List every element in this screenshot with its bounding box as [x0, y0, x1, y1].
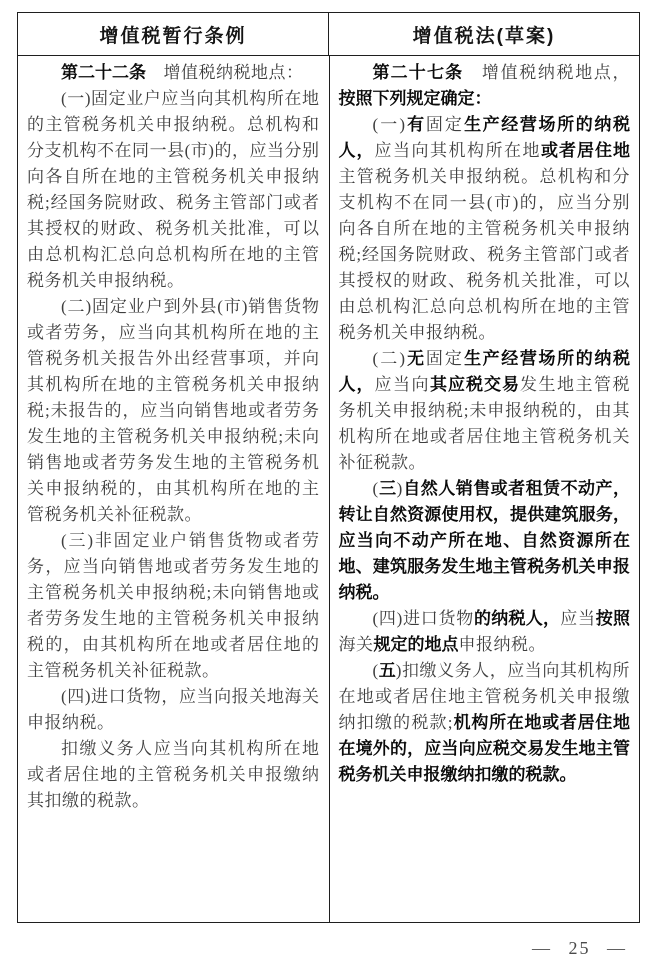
text-run: (二) [372, 349, 406, 368]
text-run: 扣缴义务人，应当向其机构所在地或者居住地主管税务机关申报缴纳扣缴的税款; [338, 661, 631, 732]
paragraph [339, 476, 631, 606]
paragraph [27, 736, 320, 814]
text-run: 按照下列规定确定： [338, 89, 492, 108]
text-run: 自然人销售或者租赁不动产，转让自然资源使用权，提供建筑服务，应当向不动产所在地、自然资源所在地、建筑服务发生地主管税务机关申报纳税。 [338, 479, 631, 602]
paragraph [27, 528, 320, 684]
paragraph [27, 294, 320, 528]
text-run: ( [372, 661, 379, 680]
text-run: 增值税纳税地点： [146, 63, 304, 82]
text-run: 第二十七条 [372, 63, 464, 82]
column-header-draft-law: 增值税法(草案) [328, 13, 639, 55]
text-run: 第二十二条 [61, 63, 146, 82]
text-run: (四)进口货物，应当向报关地海关申报纳税。 [27, 687, 320, 732]
paragraph [339, 346, 631, 476]
text-run: (四)进口货物 [372, 609, 475, 628]
text-run: 应当 [560, 609, 596, 628]
text-run: (三)非固定业户销售货物或者劳务，应当向销售地或者劳务发生地的主管税务机关申报纳税;未向销售地或者劳务发生地的主管税务机关申报纳税的，由其机构所在地或者居住地的主管税务机关补征税款。 [27, 531, 320, 680]
text-run: 申报纳税。 [458, 635, 546, 654]
text-run: 有 [405, 115, 426, 134]
column-body-draft-law [329, 56, 640, 922]
table-header-row [18, 13, 639, 56]
paragraph [27, 86, 320, 294]
text-run: 规定的地点 [373, 635, 459, 654]
text-run: 固定 [425, 115, 465, 134]
paragraph [339, 60, 631, 112]
text-run: 按照 [595, 609, 631, 628]
column-header-provisional-regulations: 增值税暂行条例 [99, 26, 247, 47]
table-body-row [18, 56, 639, 922]
comparison-table [17, 12, 640, 923]
text-run: 生产经营场所的纳税人， [338, 115, 631, 160]
text-run: 应当向 [374, 375, 430, 394]
column-body-provisional-regulations [18, 56, 329, 922]
text-run: (一)固定业户应当向其机构所在地的主管税务机关申报纳税。总机构和分支机构不在同一县(市)的，应当分别向各自所在地的主管税务机关申报纳税;经国务院财政、税务主管部门或者其授权的财政、税务机关批准，可以由总机构汇总向总机构所在地的主管税务机关申报纳税。 [27, 89, 320, 290]
text-run: 五 [378, 661, 396, 680]
text-run: 其应税交易 [430, 375, 520, 394]
text-run: 发生地主管税务机关申报纳税;未申报纳税的，由其机构所在地或者居住地主管税务机关补征税款。 [338, 375, 630, 472]
text-run: 或者居住地 [541, 141, 630, 160]
text-run: ) [396, 479, 403, 498]
text-run: ) [395, 661, 402, 680]
text-run: (一) [372, 115, 406, 134]
page-number: — 25 — [532, 938, 627, 958]
text-run: (二)固定业户到外县(市)销售货物或者劳务，应当向其机构所在地的主管税务机关报告外出经营事项，并向其机构所在地的主管税务机关申报纳税;未报告的，应当向销售地或者劳务发生地的主管税务机关申报纳税;未向销售地或者劳务发生地的主管税务机关申报纳税的，由其机构所在地的主管税务机关补征税款。 [27, 297, 320, 524]
text-run: 固定 [425, 349, 465, 368]
text-run: 主管税务机关申报纳税。总机构和分支机构不在同一县(市)的，应当分别向各自所在地的主管税务机关申报纳税;经国务院财政、税务主管部门或者其授权的财政、税务机关批准，可以由总机构汇总向总机构所在地的主管税务机关申报纳税。 [338, 167, 630, 342]
paragraph [339, 606, 631, 658]
text-run: 机构所在地或者居住地在境外的，应当向应税交易发生地主管税务机关申报缴纳扣缴的税款。 [338, 713, 630, 784]
text-run: 三 [378, 479, 397, 498]
text-run: 生产经营场所的纳税人， [338, 349, 631, 394]
text-run: ( [372, 479, 379, 498]
text-run: 海关 [338, 635, 374, 654]
paragraph [27, 684, 320, 736]
text-run: 的纳税人， [474, 609, 561, 628]
text-run: 无 [405, 349, 426, 368]
paragraph [27, 60, 320, 86]
text-run: 应当向其机构所在地 [374, 141, 541, 160]
paragraph [339, 658, 631, 788]
text-run: 扣缴义务人应当向其机构所在地或者居住地的主管税务机关申报缴纳其扣缴的税款。 [27, 739, 320, 810]
text-run: 增值税纳税地点， [463, 63, 631, 82]
paragraph [339, 112, 631, 346]
